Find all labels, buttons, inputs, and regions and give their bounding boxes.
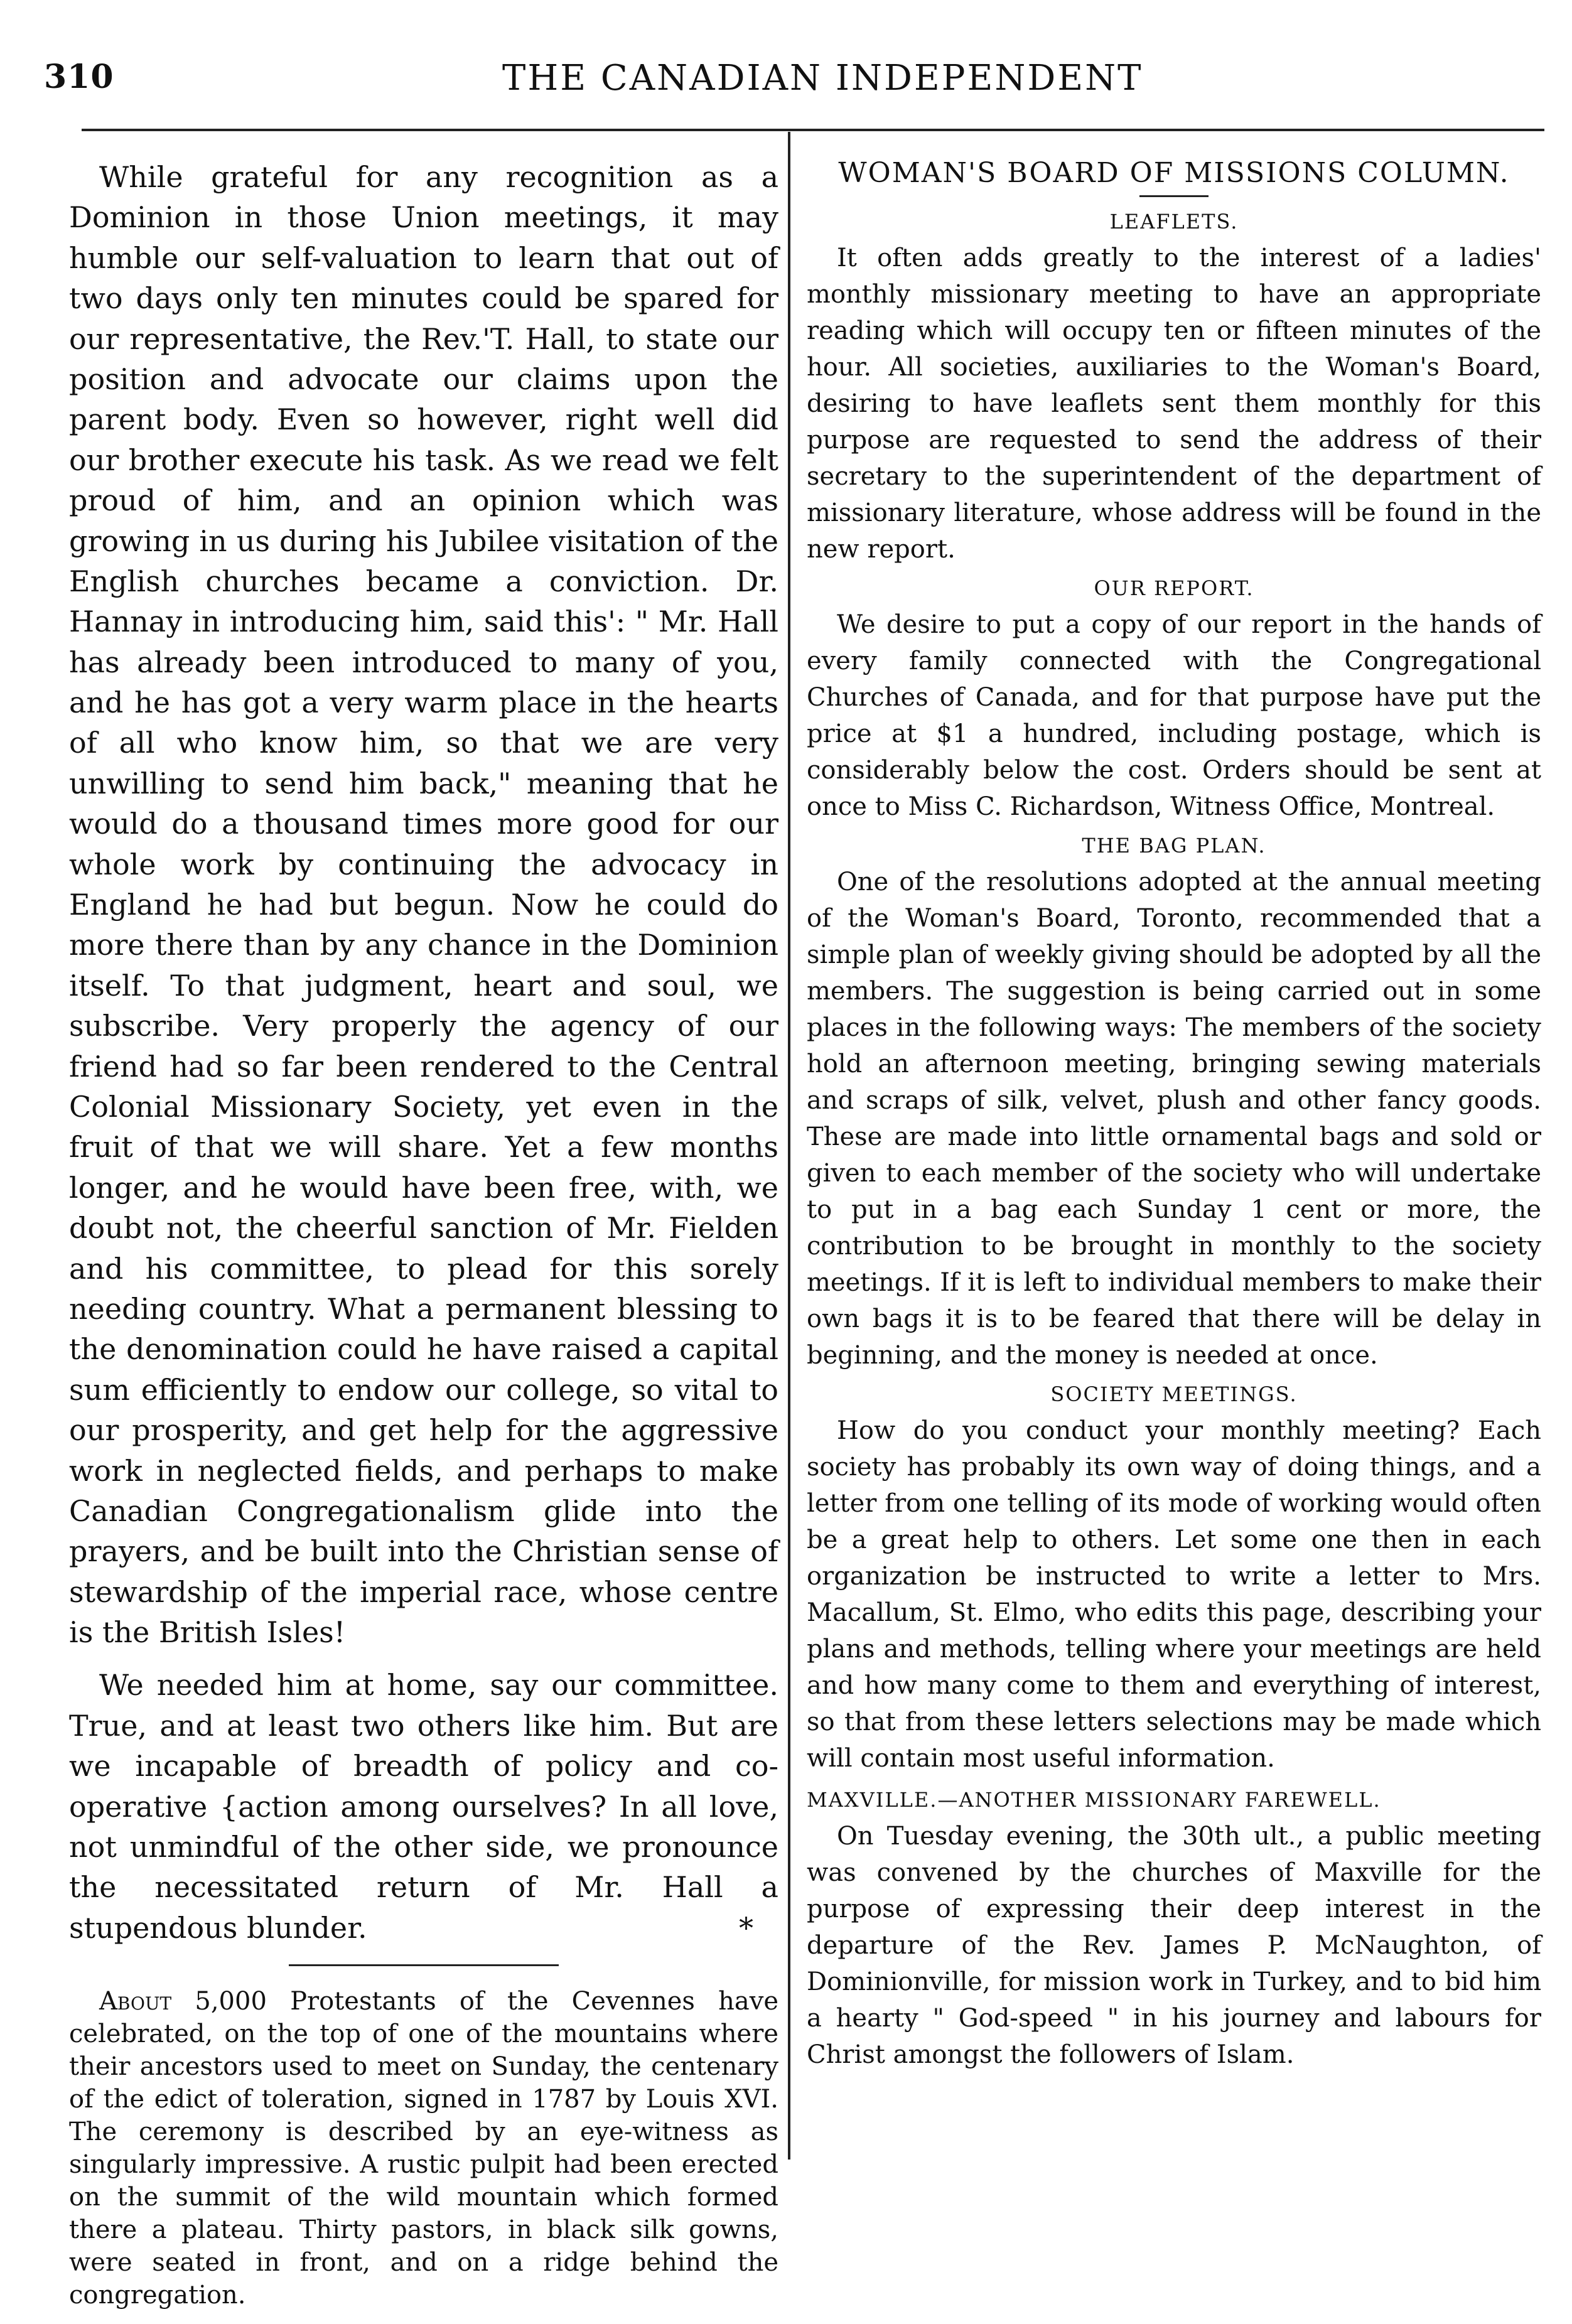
section-text-society-meetings: How do you conduct your monthly meeting? Each society has probably its own way of doing things, and a letter from one telling of its mode of working would often be a great help to others. Let some one then in each organization be instructed to write a letter to Mrs. Macallum, St. Elmo, who edits this page, describing your plans and methods, telling where your meetings are held and how many come to them and everything of interest, so that from these letters selections may be made which will contain most useful information. (807, 1416, 1541, 1773)
right-column (807, 157, 1541, 2082)
page-header (25, 58, 1547, 108)
section-heading-maxville: MAXVILLE.—ANOTHER MISSIONARY FAREWELL. (807, 1788, 1381, 1812)
footnote-rule (289, 1964, 559, 1966)
column-divider (788, 132, 790, 2160)
cevennes-note-text: 5,000 Protestants of the Cevennes have celebrated, on the top of one of the mountains where their ancestors used to meet on Sunday, the centenary of the edict of toleration, signed in 1787 by Louis XVI. The ceremony is described by an eye-witness as singularly impressive. A rustic pulpit had been erected on the summit of the wild mountain which formed there a plateau. Thirty pastors, in black silk gowns, were seated in front, and on a ridge behind the congregation. (69, 1987, 778, 2310)
column-title: WOMAN'S BOARD OF MISSIONS COLUMN. (838, 157, 1510, 189)
editorial-paragraph (69, 1665, 778, 1948)
section-heading-leaflets: LEAFLETS. (1109, 210, 1239, 234)
editorial-paragraph-text: We needed him at home, say our committee. True, and at least two others like him. But are we incapable of breadth of policy and co-operative {action among ourselves? In all love, not unmindful of the other side, we pronounce the necessitated return of Mr. Hall a stupendous blunder. (69, 1668, 778, 1945)
cevennes-note-lead: About (99, 1987, 172, 2016)
section-heading-society-meetings: SOCIETY MEETINGS. (1050, 1382, 1298, 1406)
header-rule (82, 129, 1544, 131)
section-text-bag-plan: One of the resolutions adopted at the annual meeting of the Woman's Board, Toronto, recommended that a simple plan of weekly giving should be adopted by all the members. The suggestion is being carried out in some places in the following ways: The members of the society hold an afternoon meeting, bringing sewing materials and scraps of silk, velvet, plush and other fancy goods. These are made into little ornamental bags and sold or given to each member of the society who will undertake to put in a bag each Sunday 1 cent or more, the contribution to be brought in monthly to the society meetings. If it is left to individual members to make their own bags it is to be feared that there will be delay in beginning, and the money is needed at once. (807, 868, 1541, 1370)
left-column (69, 157, 778, 2324)
page-number: 310 (44, 58, 114, 96)
section-text-report: We desire to put a copy of our report in the hands of every family connected with the Congregational Churches of Canada, and for that purpose have put the price at $1 a hundred, including postage, which is considerably below the cost. Orders should be sent at once to Miss C. Richardson, Witness Office, Montreal. (807, 610, 1541, 821)
cevennes-note (69, 1985, 778, 2311)
editorial-paragraph: While grateful for any recognition as a Dominion in those Union meetings, it may humble our self-valuation to learn that out of two days only ten minutes could be spared for our representative, the Rev.'T. Hall, to state our position and advocate our claims upon the parent body. Even so however, right well did our brother execute his task. As we read we felt proud of him, and an opinion which was growing in us during his Jubilee visitation of the English churches became a conviction. Dr. Hannay in introducing him, said this': " Mr. Hall has already been introduced to many of you, and he has got a very warm place in the hearts of all who know him, so that we are very unwilling to send him back," meaning that he would do a thousand times more good for our whole work by continuing the advocacy in England he had but begun. Now he could do more there than by any chance in the Dominion itself. To that judgment, heart and soul, we subscribe. Very properly the agency of our friend had so far been rendered to the Central Colonial Missionary Society, yet even in the fruit of that we will share. Yet a few months longer, and he would have been free, with, we doubt not, the cheerful sanction of Mr. Fielden and his committee, to plead for this sorely needing country. What a permanent blessing to the denomination could he have raised a capital sum efficiently to endow our college, so vital to our prosperity, and get help for the aggressive work in neglected fields, and perhaps to make Canadian Congregationalism glide into the prayers, and be built into the Christian sense of stewardship of the imperial race, whose centre is the British Isles! (69, 160, 778, 1650)
journal-title: THE CANADIAN INDEPENDENT (502, 58, 1143, 99)
section-text-maxville: On Tuesday evening, the 30th ult., a public meeting was convened by the churches of Maxville for the purpose of expressing their deep interest in the departure of the Rev. James P. McNaughton, of Dominionville, for mission work in Turkey, and to bid him a hearty " God-speed " in his journey and labours for Christ amongst the followers of Islam. (807, 1822, 1541, 2069)
title-rule (1139, 195, 1209, 197)
section-heading-report: OUR REPORT. (1094, 576, 1254, 600)
asterisk-mark: * (739, 1910, 753, 1945)
section-text-leaflets: It often adds greatly to the interest of a ladies' monthly missionary meeting to have an appropriate reading which will occupy ten or fifteen minutes of the hour. All societies, auxiliaries to the Woman's Board, desiring to have leaflets sent them monthly for this purpose are requested to send the address of their secretary to the superintendent of the department of missionary literature, whose address will be found in the new report. (807, 244, 1541, 564)
section-heading-bag-plan: THE BAG PLAN. (1082, 834, 1266, 858)
